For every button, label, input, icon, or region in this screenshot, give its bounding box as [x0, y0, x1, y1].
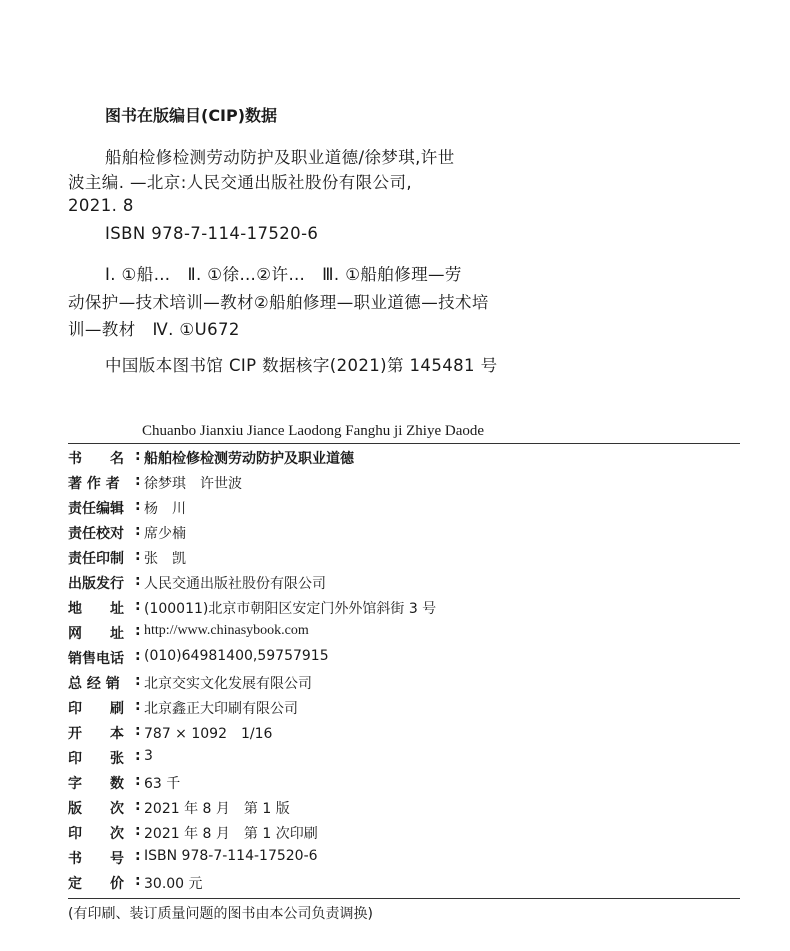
record-value: 张 凯 [144, 551, 186, 567]
record-row: 版 次 : 2021 年 8 月 第 1 版 [68, 798, 290, 817]
record-label: 责任印制 [68, 551, 124, 567]
record-value: 2021 年 8 月 第 1 版 [144, 801, 290, 817]
record-label: 责任校对 [68, 526, 124, 542]
record-value: 63 千 [144, 776, 181, 792]
record-row: 总 经 销 : 北京交实文化发展有限公司 [68, 673, 312, 692]
cip-line: ISBN 978-7-114-17520-6 [105, 224, 319, 243]
record-row: 销售电话 : (010)64981400,59757915 [68, 648, 329, 667]
record-value: 北京交实文化发展有限公司 [144, 676, 312, 692]
record-row: 书 号 : ISBN 978-7-114-17520-6 [68, 848, 318, 867]
record-row: 责任校对 : 席少楠 [68, 523, 186, 542]
record-label: 网 址 [68, 626, 124, 642]
cip-line: 中国版本图书馆 CIP 数据核字(2021)第 145481 号 [105, 356, 498, 375]
record-row: 印 次 : 2021 年 8 月 第 1 次印刷 [68, 823, 318, 842]
record-row: 著 作 者 : 徐梦琪 许世波 [68, 473, 242, 492]
record-label: 销售电话 [68, 651, 124, 667]
record-label: 印 张 [68, 751, 124, 767]
cip-line: Ⅰ. ①船… Ⅱ. ①徐…②许… Ⅲ. ①船舶修理—劳 [105, 265, 462, 284]
record-row: 责任印制 : 张 凯 [68, 548, 186, 567]
cip-line: 2021. 8 [68, 196, 134, 215]
record-value: 徐梦琪 许世波 [144, 476, 242, 492]
record-label: 总 经 销 [68, 676, 120, 692]
cip-line: 训—教材 Ⅳ. ①U672 [68, 320, 240, 339]
record-value: (010)64981400,59757915 [144, 648, 329, 664]
record-row: 定 价 : 30.00 元 [68, 873, 203, 892]
record-value: 杨 川 [144, 501, 186, 517]
record-label: 字 数 [68, 776, 124, 792]
record-label: 书 号 [68, 851, 124, 867]
record-label: 著 作 者 [68, 476, 120, 492]
record-value: ISBN 978-7-114-17520-6 [144, 848, 318, 864]
cip-line: 动保护—技术培训—教材②船舶修理—职业道德—技术培 [68, 293, 489, 312]
record-label: 开 本 [68, 726, 124, 742]
record-label: 出版发行 [68, 576, 124, 592]
record-label: 版 次 [68, 801, 124, 817]
record-row: 出版发行 : 人民交通出版社股份有限公司 [68, 573, 326, 592]
record-value: 30.00 元 [144, 876, 203, 892]
record-label: 印 次 [68, 826, 124, 842]
record-value: 北京鑫正大印刷有限公司 [144, 701, 298, 717]
record-row: 地 址 : (100011)北京市朝阳区安定门外外馆斜街 3 号 [68, 598, 437, 617]
record-row: 书 名 : 船舶检修检测劳动防护及职业道德 [68, 448, 354, 467]
record-row: 印 张 : 3 [68, 748, 153, 767]
record-label: 印 刷 [68, 701, 124, 717]
record-value: 787 × 1092 1/16 [144, 726, 273, 742]
cip-line: 波主编. —北京:人民交通出版社股份有限公司, [68, 173, 412, 192]
pinyin-title: Chuanbo Jianxiu Jiance Laodong Fanghu ji Zhiye Daode [142, 423, 485, 439]
record-label: 责任编辑 [68, 501, 124, 517]
record-label: 地 址 [68, 601, 124, 617]
record-row: 网 址 : http://www.chinasybook.com [68, 623, 309, 642]
record-value: 席少楠 [144, 526, 186, 542]
record-value: 船舶检修检测劳动防护及职业道德 [144, 451, 354, 467]
record-label: 书 名 [68, 451, 124, 467]
cip-line: 船舶检修检测劳动防护及职业道德/徐梦琪,许世 [105, 148, 455, 167]
record-value: http://www.chinasybook.com [144, 623, 309, 638]
record-value: (100011)北京市朝阳区安定门外外馆斜街 3 号 [144, 601, 437, 617]
record-value: 2021 年 8 月 第 1 次印刷 [144, 826, 318, 842]
record-label: 定 价 [68, 876, 124, 892]
record-value: 人民交通出版社股份有限公司 [144, 576, 326, 592]
divider-bottom [68, 898, 740, 899]
record-row: 责任编辑 : 杨 川 [68, 498, 186, 517]
footer-note: (有印刷、装订质量问题的图书由本公司负责调换) [68, 906, 373, 922]
record-value: 3 [144, 748, 153, 764]
cip-title: 图书在版编目(CIP)数据 [105, 106, 278, 125]
divider-top [68, 443, 740, 444]
record-row: 印 刷 : 北京鑫正大印刷有限公司 [68, 698, 298, 717]
record-row: 字 数 : 63 千 [68, 773, 181, 792]
record-row: 开 本 : 787 × 1092 1/16 [68, 723, 273, 742]
